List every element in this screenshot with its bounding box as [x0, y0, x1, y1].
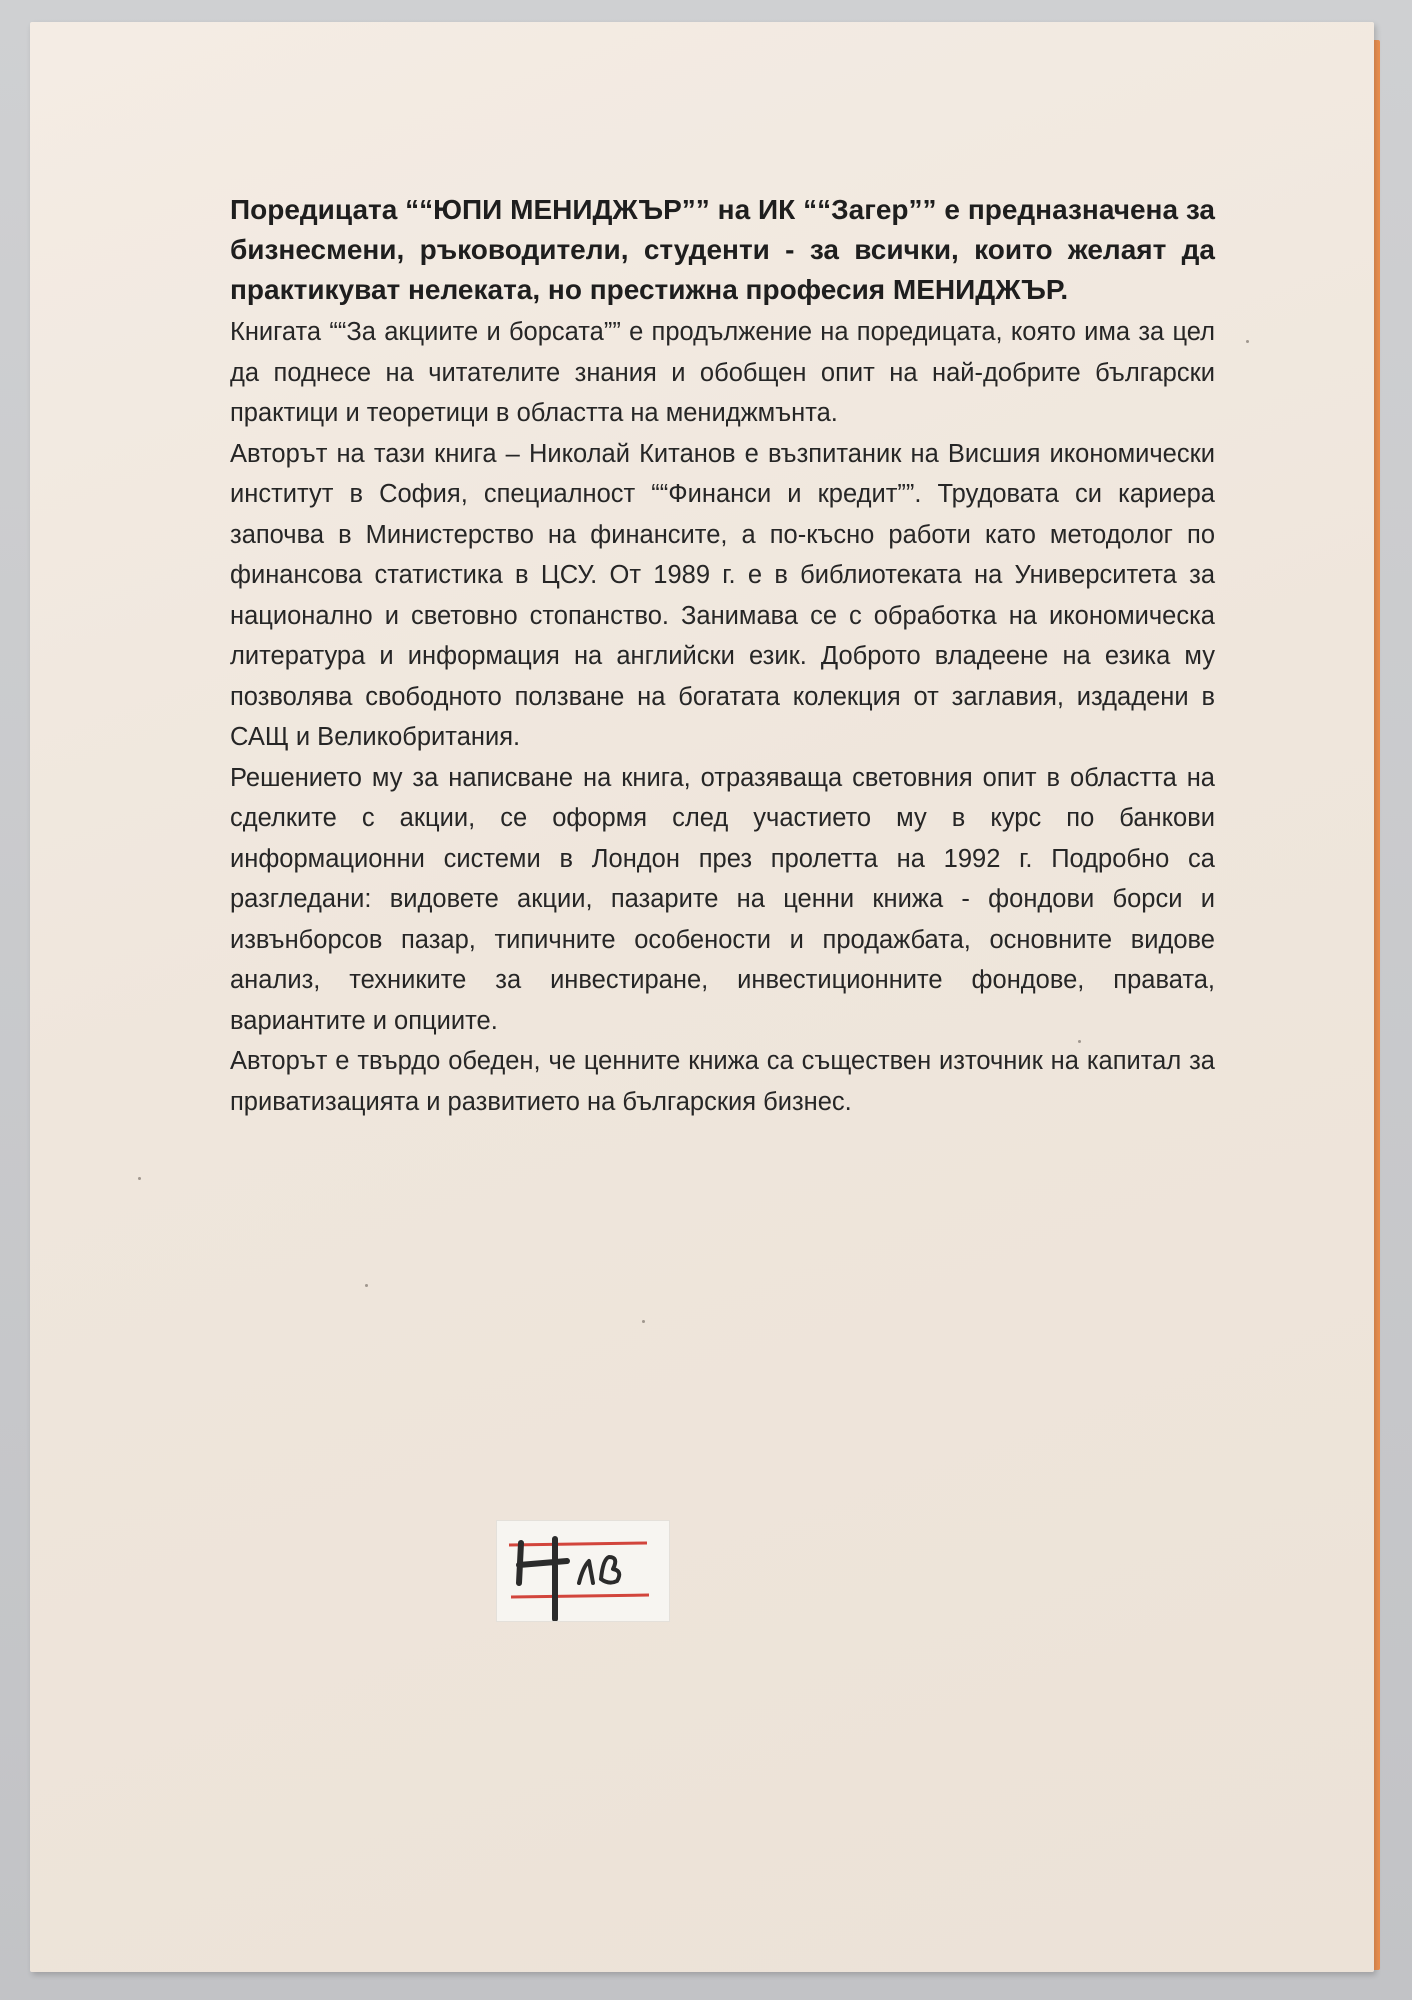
paper-speck — [365, 1284, 368, 1287]
paragraph-conclusion: Авторът е твърдо обеден, че ценните книжа са съществен източник на капитал за приватизацията и развитието на българския бизнес. — [230, 1047, 1215, 1116]
paper-speck — [1246, 340, 1249, 343]
handwritten-price-mark — [497, 1521, 669, 1621]
paragraph-author: Авторът на тази книга – Николай Китанов е възпитаник на Висшия икономически институт в София, специалност ““Финанси и кредит””. Трудовата си кариера започва в Министерство на финансите, а по-късно работи като методолог по финансова статистика в ЦСУ. От 1989 г. е в библиотеката на Университета за национално и световно стопанство. Занимава се с обработка на икономическа литература и информация на английски език. Доброто владеене на езика му позволява свободното ползване на богатата колекция от заглавия, издадени в САЩ и Великобритания. — [230, 439, 1215, 751]
cover-description — [230, 190, 1215, 1122]
series-intro: Поредицата ““ЮПИ МЕНИДЖЪР”” на ИК ““Загер”” е предназначена за бизнесмени, ръководители, студенти - за всички, които желаят да практикуват нелеката, но престижна професия МЕНИДЖЪР. — [230, 194, 1215, 305]
price-sticker — [496, 1520, 670, 1622]
paragraph-book: Книгата ““За акциите и борсата”” е продължение на поредицата, която има за цел да поднесе на читателите знания и обобщен опит на най-добрите български практици и теоретици в областта на мениджмънта. — [230, 318, 1215, 427]
paper-speck — [138, 1177, 141, 1180]
paper-speck — [642, 1320, 645, 1323]
paragraph-content: Решението му за написване на книга, отразяваща световния опит в областта на сделките с акции, се оформя след участието му в курс по банкови информационни системи в Лондон през пролетта на 1992 г. Подробно са разгледани: видовете акции, пазарите на ценни книжа - фондови борси и извънборсов пазар, типичните особености и продажбата, основните видове анализ, техниките за инвестиране, инвестиционните фондове, правата, вариантите и опциите. — [230, 763, 1215, 1035]
